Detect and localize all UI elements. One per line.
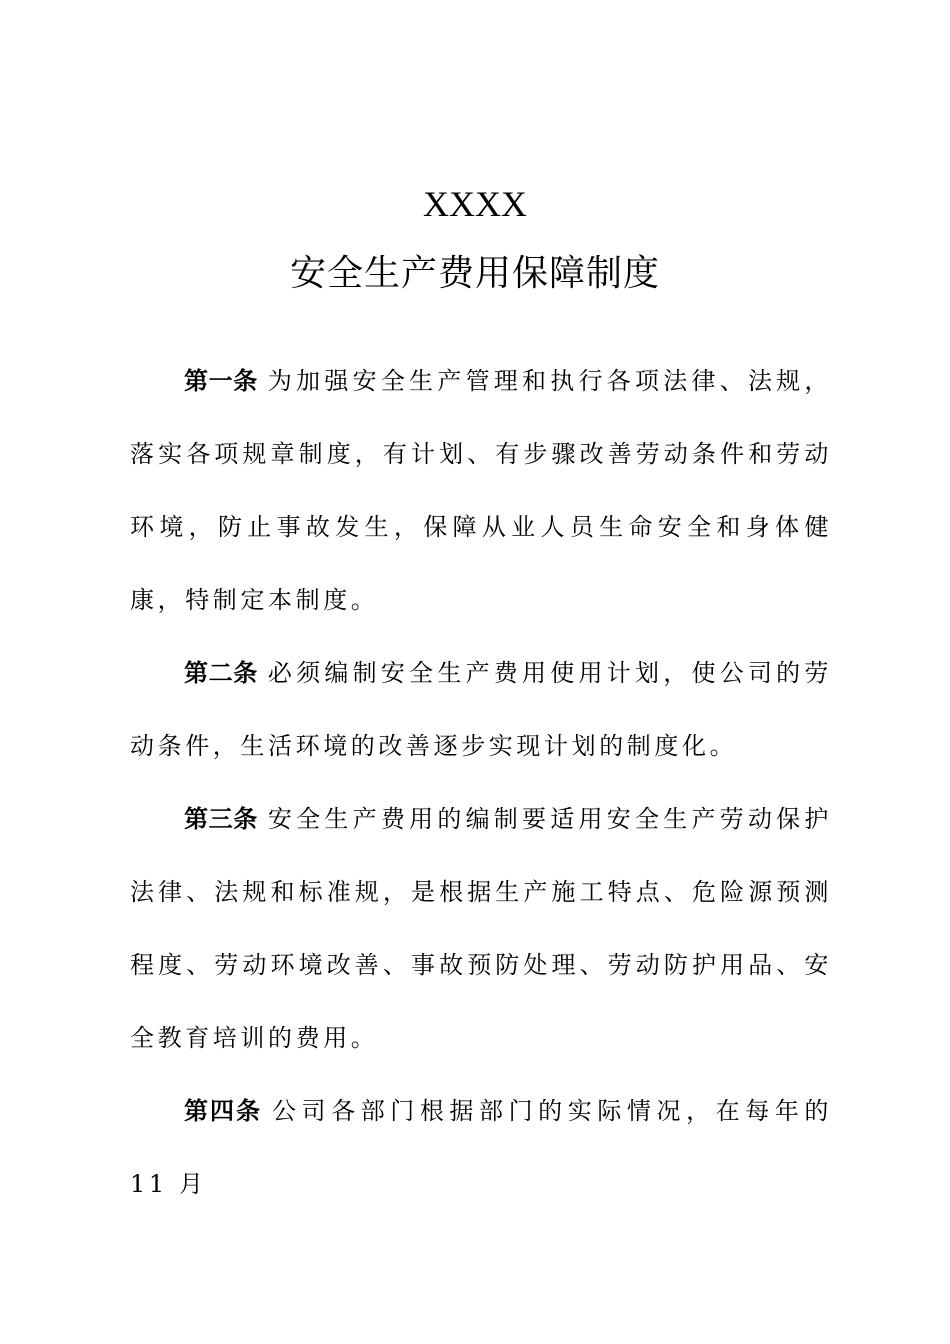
company-name: XXXX — [423, 184, 527, 224]
article-text: 公司各部门根据部门的实际情况，在每年的 11 月 — [130, 1097, 833, 1198]
article-text: 为加强安全生产管理和执行各项法律、法规，落实各项规章制度，有计划、有步骤改善劳动条件和劳动环境，防止事故发生，保障从业人员生命安全和身体健康，特制定本制度。 — [130, 367, 833, 614]
article-label: 第一条 — [184, 367, 258, 395]
document-body — [130, 345, 832, 1221]
article-label: 第四条 — [184, 1097, 262, 1125]
document-title: 安全生产费用保障制度 — [289, 253, 660, 294]
article-4 — [130, 1075, 832, 1221]
article-label: 第二条 — [184, 659, 258, 687]
article-text: 安全生产费用的编制要适用安全生产劳动保护法律、法规和标准规，是根据生产施工特点、危险源预测程度、劳动环境改善、事故预防处理、劳动防护用品、安全教育培训的费用。 — [130, 805, 833, 1052]
article-label: 第三条 — [184, 805, 258, 833]
article-1 — [130, 345, 832, 637]
article-text: 必须编制安全生产费用使用计划，使公司的劳动条件，生活环境的改善逐步实现计划的制度化。 — [130, 659, 833, 760]
article-2 — [130, 637, 832, 783]
article-3 — [130, 783, 832, 1075]
